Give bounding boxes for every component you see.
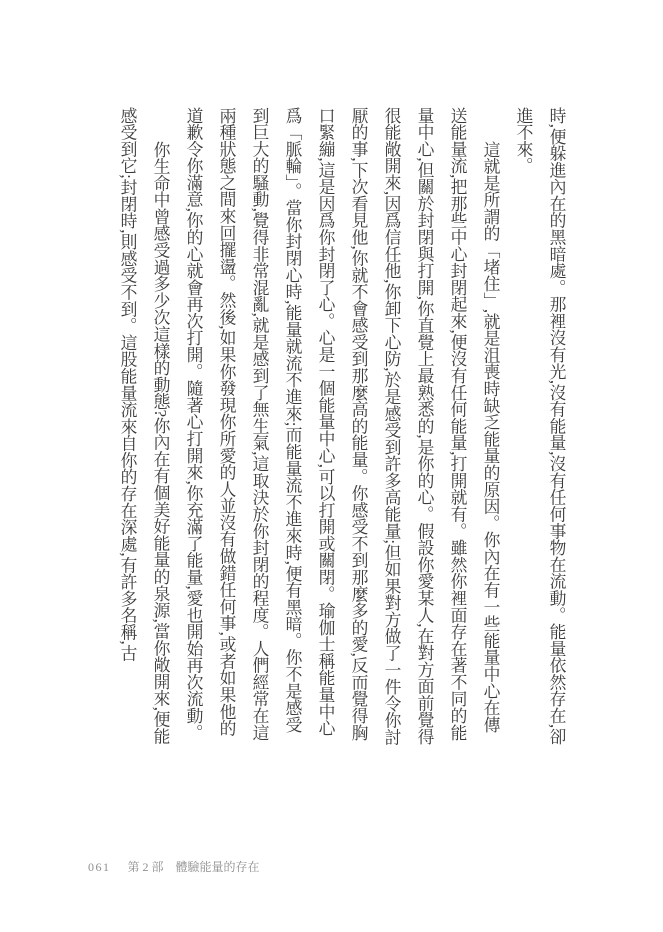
part-title: 體驗能量的存在	[175, 860, 260, 874]
body-paragraph: 時,便躲進內在的黑暗處。那裡沒有光,沒有能量,沒有任何事物在流動。能量依然存在,卻進不來。	[514, 107, 566, 746]
page-number: 061	[88, 860, 111, 874]
body-paragraph: 這就是所謂的「堵住」,就是沮喪時缺乏能量的原因。你內在有一些能量中心在傳送能量流,把那些中心封閉起來,便沒有任何能量,打開就有。雖然你裡面存在著不同的能量中心,但關於封閉與打開,你直覺上最熟悉的,是你的心。假設你愛某人,在對方面前覺得很能敞開來,因爲信任他,你卸下心防,於是感受到許多高能量;但如果對方做了一件令你討厭的事,下次看見他,你就不會感受到那麼高的能量。你感受不到那麼多的愛,反而覺得胸口緊繃,這是因爲你封閉了心。心是一個能量中心,可以打開或關閉。瑜伽士稱能量中心爲「脈輪」。當你封閉心時,能量就流不進來;而能量流不進來時,便有黑暗。你不是感受到巨大的騷動,覺得非常混亂,就是感到了無生氣,這取決於你封閉的程度。人們經常在這兩種狀態之間來回擺盪。然後,如果你發現你所愛的人並沒有做錯任何事,或者如果他的道歉令你滿意,你的心就會再次打開。隨著心打開來,你充滿了能量,愛也開始再次流動。	[184, 107, 500, 746]
vertical-text-block	[77, 107, 573, 749]
part-label: 第 2 部	[127, 860, 164, 874]
body-paragraph: 你生命中曾感受過多少次這樣的動態?你內在有個美好能量的泉源,當你敞開來,便能感受到它;封閉時,則感受不到。這股能量流來自你的存在深處,有許多名稱,古	[118, 107, 170, 745]
page-footer	[88, 858, 260, 875]
